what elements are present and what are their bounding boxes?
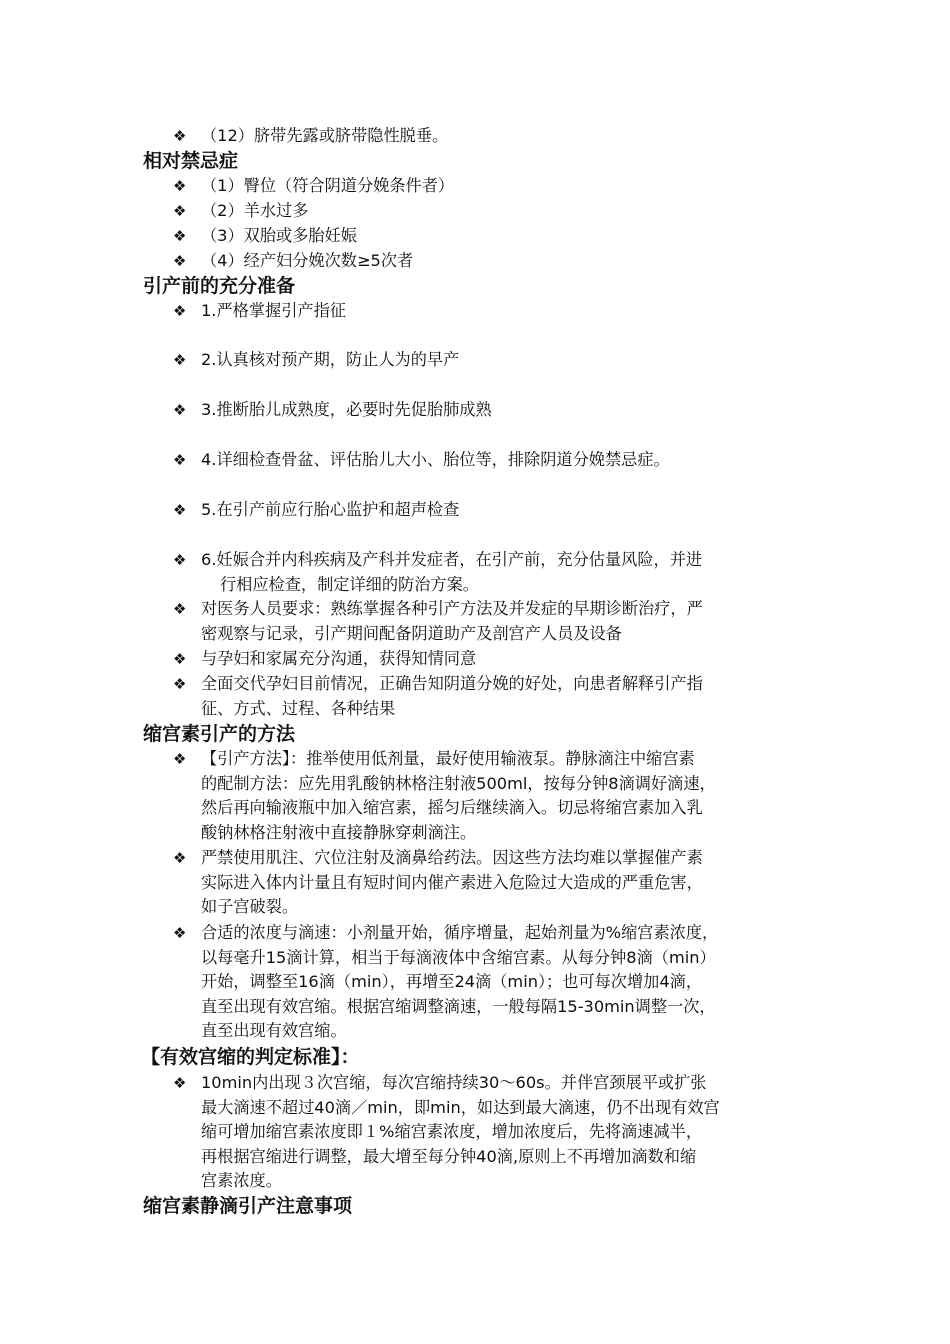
item-text-line: 行相应检查，制定详细的防治方案。 [220,574,479,594]
section-heading-oxytocin-notes: 缩宫素静滴引产注意事项 [143,1195,353,1217]
diamond-bullet-icon: ❖ [173,302,187,320]
item-text-line: 然后再向输液瓶中加入缩宫素，摇匀后继续滴入。切忌将缩宫素加入乳 [201,798,703,817]
diamond-bullet-icon: ❖ [173,675,187,693]
list-item [173,647,823,672]
item-text-line: 的配制方法：应先用乳酸钠林格注射液500ml，按每分钟8滴调好滴速， [201,773,716,793]
list-item [173,597,823,646]
item-text-line: 6.妊娠合并内科疾病及产科并发症者，在引产前，充分估量风险，并进 [201,550,703,569]
diamond-bullet-icon: ❖ [173,501,187,519]
section-heading-effective-contraction: 【有效宫缩的判定标准】： [141,1046,360,1068]
item-text: （12）脐带先露或脐带隐性脱垂。 [201,126,449,145]
diamond-bullet-icon: ❖ [173,177,187,195]
list-item [173,249,823,274]
list-item [173,1071,823,1194]
diamond-bullet-icon: ❖ [173,202,187,220]
item-text-line: 密观察与记录，引产期间配备阴道助产及剖宫产人员及设备 [201,623,622,643]
diamond-bullet-icon: ❖ [173,401,187,419]
section-heading-oxytocin-method: 缩宫素引产的方法 [143,723,296,745]
diamond-bullet-icon: ❖ [173,252,187,270]
item-text-line: 直至出现有效宫缩。 [201,1021,347,1040]
item-text: 2.认真核对预产期，防止人为的早产 [201,350,460,369]
list-item [173,448,823,473]
item-text-line: 对医务人员要求：熟练掌握各种引产方法及并发症的早期诊断治疗，严 [201,599,703,618]
item-text-line: 以每毫升15滴计算，相当于每滴液体中含缩宫素。从每分钟8滴（min） [201,947,716,967]
diamond-bullet-icon: ❖ [173,551,187,569]
item-text: 3.推断胎儿成熟度，必要时先促胎肺成熟 [201,400,492,419]
diamond-bullet-icon: ❖ [173,227,187,245]
item-text-line: 酸钠林格注射液中直接静脉穿刺滴注。 [201,822,477,842]
diamond-bullet-icon: ❖ [173,750,187,768]
item-text-line: 10min内出现３次宫缩，每次宫缩持续30～60s。并伴宫颈展平或扩张 [201,1073,707,1092]
section-heading-preparation: 引产前的充分准备 [143,275,296,297]
list-item [173,498,823,523]
item-text: 4.详细检查骨盆、评估胎儿大小、胎位等，排除阴道分娩禁忌症。 [201,450,670,469]
diamond-bullet-icon: ❖ [173,924,187,942]
item-text-line: 全面交代孕妇目前情况，正确告知阴道分娩的好处，向患者解释引产指 [201,674,703,693]
diamond-bullet-icon: ❖ [173,451,187,469]
list-item [173,672,823,721]
diamond-bullet-icon: ❖ [173,849,187,867]
diamond-bullet-icon: ❖ [173,650,187,668]
list-item [173,299,823,324]
list-item [173,398,823,423]
diamond-bullet-icon: ❖ [173,351,187,369]
item-text: （3）双胎或多胎妊娠 [201,226,357,245]
item-text-line: 直至出现有效宫缩。根据宫缩调整滴速，一般每隔15-30min调整一次， [201,996,716,1016]
diamond-bullet-icon: ❖ [173,1074,187,1092]
item-text-line: 如子宫破裂。 [201,897,299,916]
list-item [173,224,823,249]
item-text-line: 合适的浓度与滴速：小剂量开始，循序增量，起始剂量为%缩宫素浓度， [201,923,719,942]
item-text-line: 宫素浓度。 [201,1171,282,1190]
list-item [173,846,823,920]
list-item [173,199,823,224]
item-text: 5.在引产前应行胎心监护和超声检查 [201,500,460,519]
diamond-bullet-icon: ❖ [173,600,187,618]
item-text-line: 实际进入体内计量且有短时间内催产素进入危险过大造成的严重危害， [201,872,703,892]
item-text-line: 征、方式、过程、各种结果 [201,698,396,718]
item-text: （4）经产妇分娩次数≥5次者 [201,251,414,270]
list-item [173,124,823,149]
item-text-line: 最大滴速不超过40滴／min，即min，如达到最大滴速，仍不出现有效宫 [201,1097,720,1117]
section-heading-relative-contraindications: 相对禁忌症 [143,150,239,172]
list-item [173,174,823,199]
diamond-bullet-icon: ❖ [173,127,187,145]
item-text-line: 【引产方法】：推举使用低剂量，最好使用输液泵。静脉滴注中缩宫素 [201,749,695,768]
item-text: （1）臀位（符合阴道分娩条件者） [201,176,455,195]
item-text-line: 开始，调整至16滴（min），再增至24滴（min）；也可每次增加4滴， [201,972,703,991]
list-item [173,348,823,373]
list-item [173,548,823,597]
item-text-line: 再根据宫缩进行调整，最大增至每分钟40滴,原则上不再增加滴数和缩 [201,1146,697,1166]
item-text: 与孕妇和家属充分沟通，获得知情同意 [201,649,477,668]
list-item [173,921,823,1044]
item-text: （2）羊水过多 [201,201,309,220]
list-item [173,747,823,845]
item-text-line: 严禁使用肌注、穴位注射及滴鼻给药法。因这些方法均难以掌握催产素 [201,848,703,867]
item-text: 1.严格掌握引产指征 [201,301,346,320]
item-text-line: 缩可增加缩宫素浓度即１%缩宫素浓度，增加浓度后，先将滴速减半， [201,1122,703,1141]
